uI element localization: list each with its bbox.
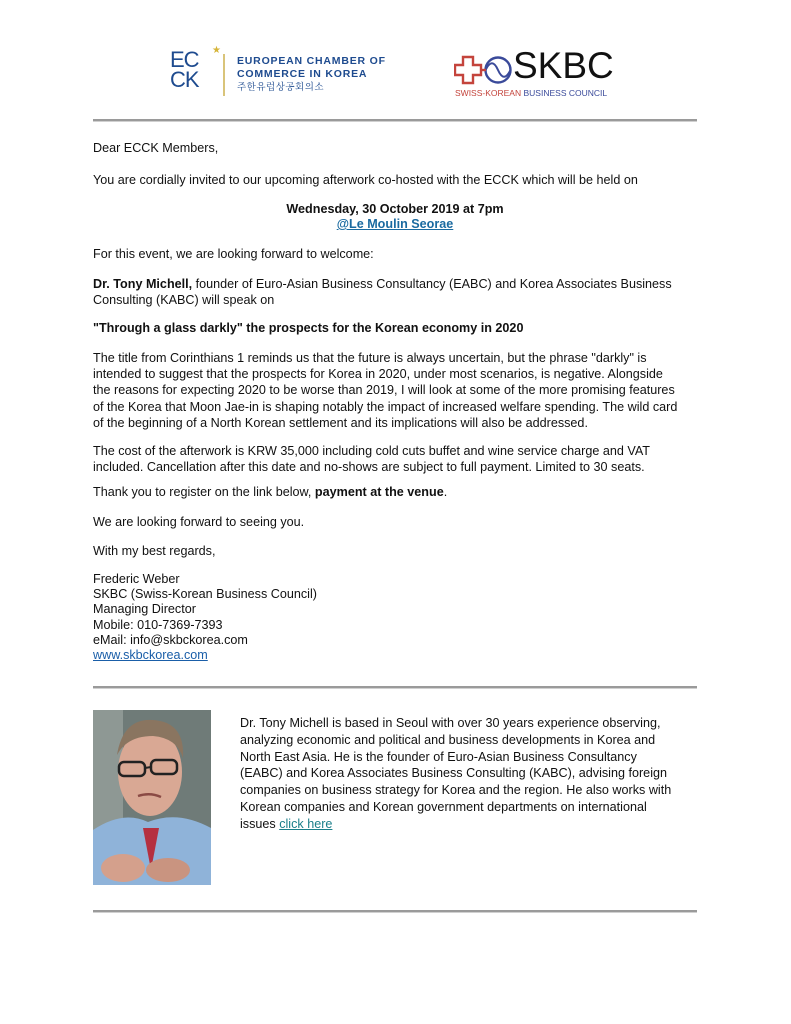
logo-divider (223, 54, 225, 96)
ecck-logo-mark (170, 47, 216, 94)
speaker-desc-line1: founder of Euro-Asian Business Consultancy (EABC) and Korea Associates Business (195, 277, 672, 291)
divider-middle (93, 686, 697, 689)
skbc-subtitle (455, 88, 607, 98)
bio-line: analyzing economic and political and business developments in Korea and (240, 732, 656, 747)
signature-name: Frederic Weber (93, 572, 180, 586)
skbc-subtitle-red: SWISS-KOREAN (455, 88, 522, 98)
bio-line: North East Asia. He is the founder of Euro-Asian Business Consultancy (240, 749, 637, 764)
register-prefix: Thank you to register on the link below, (93, 485, 315, 499)
signature-email: eMail: info@skbckorea.com (93, 632, 248, 647)
click-here-link[interactable]: click here (279, 816, 333, 831)
abstract-line: the reasons for expecting 2020 to be worse than 2019, I will look at some of the more promising features (93, 383, 675, 398)
bio-line: (EABC) and Korea Associates Business Consulting (KABC), advising foreign (240, 766, 667, 781)
speaker-name: Dr. Tony Michell, (93, 277, 193, 291)
register-suffix: . (443, 485, 448, 499)
closing: With my best regards, (93, 544, 216, 558)
skbc-wordmark: SKBC (513, 45, 614, 86)
star-icon: ★ (212, 45, 221, 56)
welcome-text: For this event, we are looking forward to welcome: (93, 247, 374, 261)
ecck-name-line1: EUROPEAN CHAMBER OF (237, 55, 386, 67)
speaker-photo (93, 710, 211, 885)
abstract-line: intended to suggest that the prospects for Korea in 2020, under most scenarios, is negative. Alongside (93, 367, 663, 382)
ecck-mark-line1: EC (170, 47, 199, 72)
cost-info (93, 443, 703, 475)
swiss-cross-taeguk-icon (454, 55, 514, 85)
signature-org: SKBC (Swiss-Korean Business Council) (93, 587, 317, 602)
bio-line: Dr. Tony Michell is based in Seoul with over 30 years experience observing, (240, 716, 661, 730)
bio-line: companies on business strategy for Korea and the region. He also works with (240, 783, 672, 798)
signature (93, 572, 703, 663)
register-text (93, 484, 703, 500)
abstract-line: The title from Corinthians 1 reminds us that the future is always uncertain, but the phrase "darkly" is (93, 351, 647, 365)
bio-last-line: issues (240, 816, 280, 831)
greeting: Dear ECCK Members, (93, 141, 219, 155)
divider-top (93, 119, 697, 122)
talk-title: "Through a glass darkly" the prospects for the Korean economy in 2020 (93, 321, 524, 335)
venue-link[interactable]: @Le Moulin Seorae (336, 217, 454, 231)
bio-line: Korean companies and Korean government departments on international (240, 799, 647, 814)
skbc-subtitle-blue: BUSINESS COUNCIL (523, 88, 608, 98)
ecck-name-korean: 주한유럽상공회의소 (237, 82, 325, 93)
portrait-image (93, 710, 211, 885)
ecck-name-line2: COMMERCE IN KOREA (237, 68, 368, 80)
intro-text: You are cordially invited to our upcoming afterwork co-hosted with the ECCK which will be held on (93, 173, 638, 187)
signature-title: Managing Director (93, 602, 196, 617)
abstract-line: of the beginning of a North Korean settlement and its implications will also be addressed. (93, 415, 588, 430)
looking-forward: We are looking forward to seeing you. (93, 515, 305, 529)
ecck-logo-text (237, 55, 386, 94)
speaker-bio (240, 715, 710, 833)
ecck-mark-line2: CK (170, 67, 199, 92)
cost-line: included. Cancellation after this date and no-shows are subject to full payment. Limited to 30 seats. (93, 460, 645, 475)
speaker-desc-line2: Consulting (KABC) will speak on (93, 293, 275, 308)
signature-mobile: Mobile: 010-7369-7393 (93, 617, 223, 632)
venue-line (93, 216, 697, 232)
cost-line: The cost of the afterwork is KRW 35,000 including cold cuts buffet and wine service charge and VAT (93, 444, 650, 458)
abstract-line: of the Korea that Moon Jae-in is shaping notably the impact of increased welfare spending. The wild card (93, 399, 678, 414)
payment-note: payment at the venue (314, 485, 444, 499)
event-date: Wednesday, 30 October 2019 at 7pm (286, 202, 504, 216)
abstract (93, 350, 703, 431)
divider-bottom (93, 910, 697, 913)
speaker-intro (93, 276, 703, 308)
website-link[interactable]: www.skbckorea.com (93, 648, 208, 663)
